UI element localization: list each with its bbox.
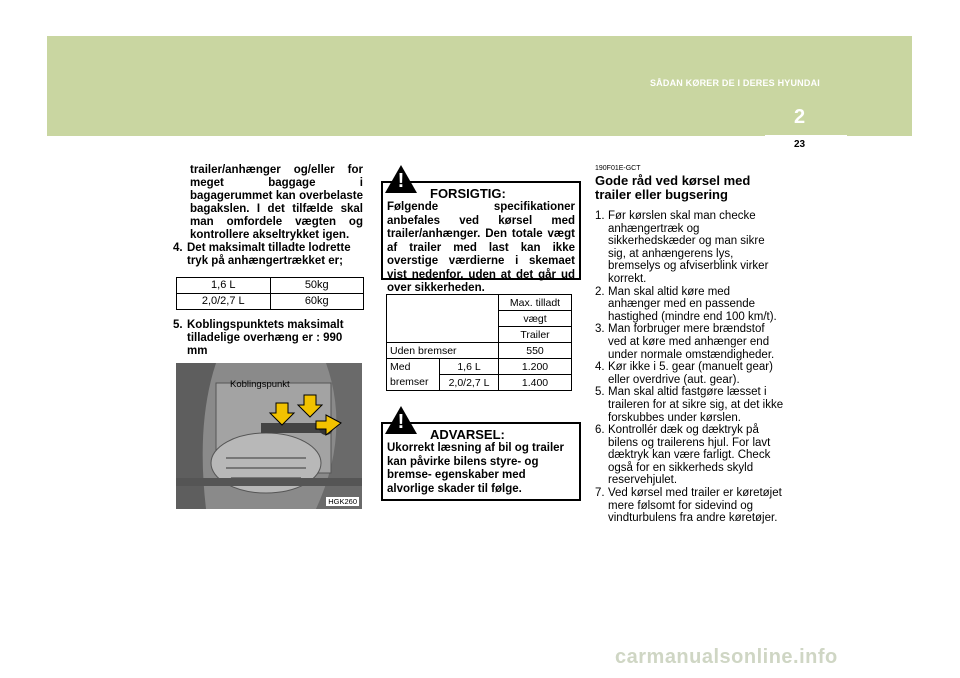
list-text: Kør ikke i 5. gear (manuelt gear) eller overdrive (aut. gear). (608, 361, 773, 386)
table-cell-empty (387, 295, 499, 343)
table-cell: 1,6 L (440, 359, 499, 375)
table-row (387, 375, 572, 391)
table-row (177, 278, 364, 294)
table-cell: Med (387, 359, 440, 375)
list-text: Det maksimalt tilladte lodrette tryk på anhængertrækket er; (187, 242, 351, 267)
list-text: Man skal altid fastgøre læsset i traileren for at sikre sig, at det ikke forskubbes under kørslen. (608, 386, 784, 424)
list-number: 2. (595, 285, 605, 298)
section-heading: Gode råd ved kørsel med trailer eller bugsering (595, 173, 751, 202)
table-row (387, 295, 572, 311)
list-item-5 (173, 319, 363, 358)
list-number: 7. (595, 487, 605, 500)
list-item (595, 487, 785, 525)
list-text: Man skal altid køre med anhænger med en passende hastighed (mindre end 100 km/t). (608, 285, 777, 323)
list-number: 4. (173, 242, 183, 254)
list-item (595, 286, 785, 324)
list-text: Kontrollér dæk og dæktryk på bilens og trailerens hjul. For lavt dæktryk kan være farligt. Check også for en sikkerheds skyld reservehjulet. (608, 424, 771, 487)
list-item-4 (173, 242, 363, 268)
table-cell: 50kg (270, 278, 364, 294)
left-column (173, 164, 363, 358)
page-number: 23 (794, 139, 806, 150)
table-row (387, 343, 572, 359)
list-text: Før kørslen skal man checke anhængertræk og sikkerhedskæder og man sikre sig, at anhængerens lys, bremselys og afviserblink virker korrekt. (608, 210, 769, 285)
paragraph-continued: trailer/anhænger og/eller for meget baggage i bagagerummet kan overbelaste bagakslen. I det tilfælde skal man omfordele vægten og kontrollere akseltrykket igen. (190, 164, 363, 241)
tips-list (595, 210, 785, 525)
table-cell: 2,0/2,7 L (177, 294, 271, 310)
table-cell: 1.200 (499, 359, 572, 375)
table-header: Trailer (499, 327, 572, 343)
table-cell: 1.400 (499, 375, 572, 391)
section-title: SÅDAN KØRER DE I DERES HYUNDAI (649, 78, 820, 88)
list-number: 6. (595, 424, 605, 437)
warning-exclamation: ! (397, 411, 405, 433)
table-row (177, 294, 364, 310)
list-text: Koblingspunktets maksimalt tilladelige overhæng er : 990 mm (187, 319, 344, 357)
table-header: vægt (499, 311, 572, 327)
list-number: 5. (173, 319, 183, 331)
list-text: Man forbruger mere brændstof ved at køre med anhænger end under normale omstændigheder. (608, 323, 775, 361)
list-number: 4. (595, 361, 605, 374)
table-cell: 2,0/2,7 L (440, 375, 499, 391)
table-header: Max. tilladt (499, 295, 572, 311)
chapter-number: 2 (794, 106, 806, 128)
table-cell: 1,6 L (177, 278, 271, 294)
table-cell: bremser (387, 375, 440, 391)
caution-body: Følgende specifikationer anbefales ved kørsel med trailer/anhænger. Den totale vægt af trailer med last kan ikke overstige værdierne i skemaet vist nedenfor, uden at det går ud over sikkerheden. (387, 201, 575, 294)
list-text: Ved kørsel med trailer er køretøjet mere følsomt for sidevind og vindturbulens fra andre køretøjer. (608, 487, 782, 525)
list-number: 3. (595, 323, 605, 336)
photo-label: Koblingspunkt (230, 379, 290, 390)
table-cell: 60kg (270, 294, 364, 310)
warning-title: ADVARSEL: (430, 427, 505, 442)
list-number: 1. (595, 210, 605, 222)
list-item (595, 210, 785, 286)
watermark: carmanualsonline.info (615, 646, 838, 668)
warning-body: Ukorrekt læsning af bil og trailer kan påvirke bilens styre- og bremse- egenskaber med alvorlige skader til følge. (387, 442, 565, 495)
table-row (387, 359, 572, 375)
table-cell: Uden bremser (387, 343, 499, 359)
list-item (595, 424, 785, 487)
tongue-load-table (176, 277, 364, 310)
trailer-weight-table (386, 294, 572, 391)
list-item (595, 386, 785, 424)
list-item (595, 323, 785, 361)
caution-box (381, 181, 581, 294)
caution-exclamation: ! (397, 170, 405, 192)
caution-title: FORSIGTIG: (430, 186, 506, 201)
table-cell: 550 (499, 343, 572, 359)
right-column (595, 165, 785, 525)
list-item (595, 361, 785, 386)
list-number: 5. (595, 386, 605, 399)
hitch-photo (176, 363, 362, 509)
photo-code: HGK260 (328, 497, 357, 506)
page-tab (765, 135, 847, 155)
section-code: 190F01E-GCT (595, 165, 641, 172)
